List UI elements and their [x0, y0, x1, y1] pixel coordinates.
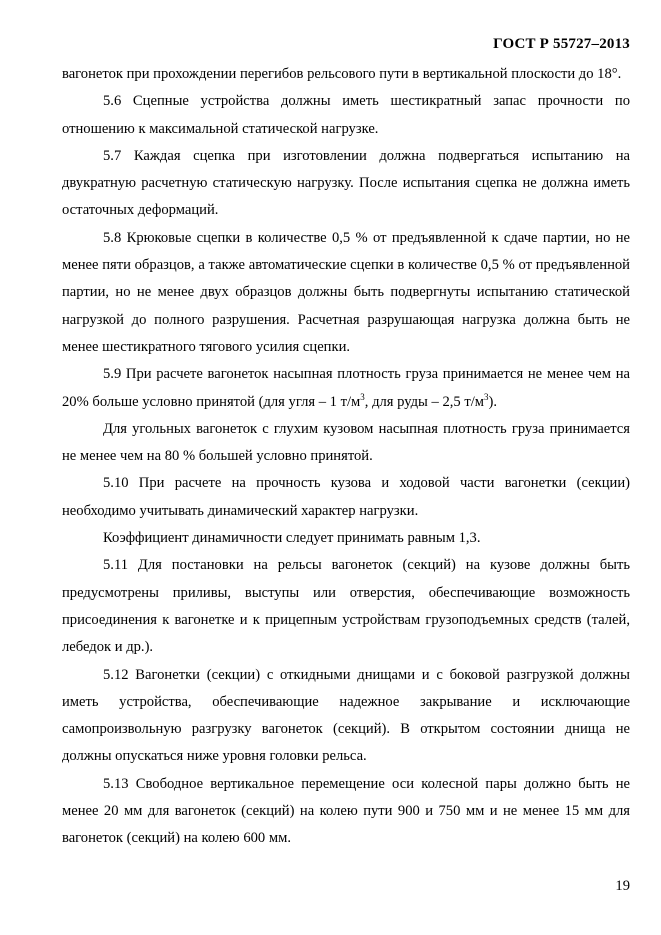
- paragraph-5-10: 5.10 При расчете на прочность кузова и ходовой части вагонетки (секции) необходимо учитывать динамический характер нагрузки.: [62, 475, 630, 519]
- paragraph-coal-wagons: Для угольных вагонеток с глухим кузовом насыпная плотность груза принимается не менее чем на 80 % большей условно принятой.: [62, 420, 630, 465]
- paragraph-5-11: 5.11 Для постановки на рельсы вагонеток (секций) на кузове должны быть предусмотрены приливы, выступы или отверстия, обеспечивающие возможность присоединения к вагонетке и к прицепным устройствам грузоподъемных средств (талей, лебедок и др.).: [62, 557, 630, 656]
- paragraph-continuation: вагонеток при прохождении перегибов рельсового пути в вертикальной плоскости до 18°.: [62, 66, 622, 82]
- paragraph-5-7: 5.7 Каждая сцепка при изготовлении должна подвергаться испытанию на двукратную расчетную статическую нагрузку. После испытания сцепка не должна иметь остаточных деформаций.: [62, 147, 630, 219]
- paragraph-5-9-part3: ).: [488, 393, 498, 410]
- paragraph-dynamic-coefficient: Коэффициент динамичности следует принимать равным 1,3.: [103, 530, 481, 547]
- page-number: 19: [615, 878, 630, 894]
- superscript-cubed: 3: [484, 391, 489, 402]
- paragraph-5-12: 5.12 Вагонетки (секции) с откидными днищами и с боковой разгрузкой должны иметь устройства, обеспечивающие надежное закрывание и исключающие самопроизвольную разгрузку вагонеток (секций). В открытом состоянии днища не должны опускаться ниже уровня головки рельса.: [62, 666, 630, 765]
- paragraph-5-6: 5.6 Сцепные устройства должны иметь шестикратный запас прочности по отношению к максимальной статической нагрузке.: [62, 93, 630, 137]
- superscript-cubed: 3: [360, 391, 365, 402]
- document-header: ГОСТ Р 55727–2013: [493, 36, 630, 52]
- paragraph-5-9-part1: 5.9 При расчете вагонеток насыпная плотность груза принимается не менее чем на 20% больше условно принятой (для угля – 1 т/м: [62, 366, 630, 410]
- document-body: [62, 61, 630, 853]
- paragraph-5-9: [62, 361, 630, 416]
- paragraph-5-8: 5.8 Крюковые сцепки в количестве 0,5 % от предъявленной к сдаче партии, но не менее пяти образцов, а также автоматические сцепки в количестве 0,5 % от предъявленной партии, но не менее двух образцов должны быть подвергнуты испытанию статической нагрузкой до полного разрушения. Расчетная разрушающая нагрузка должна быть не менее шестикратного тягового усилия сцепки.: [62, 229, 630, 355]
- paragraph-5-9-part2: , для руды – 2,5 т/м: [364, 393, 485, 410]
- paragraph-5-13: 5.13 Свободное вертикальное перемещение оси колесной пары должно быть не менее 20 мм для вагонеток (секций) на колею пути 900 и 750 мм и не менее 15 мм для вагонеток (секций) на колею 600 мм.: [62, 775, 630, 847]
